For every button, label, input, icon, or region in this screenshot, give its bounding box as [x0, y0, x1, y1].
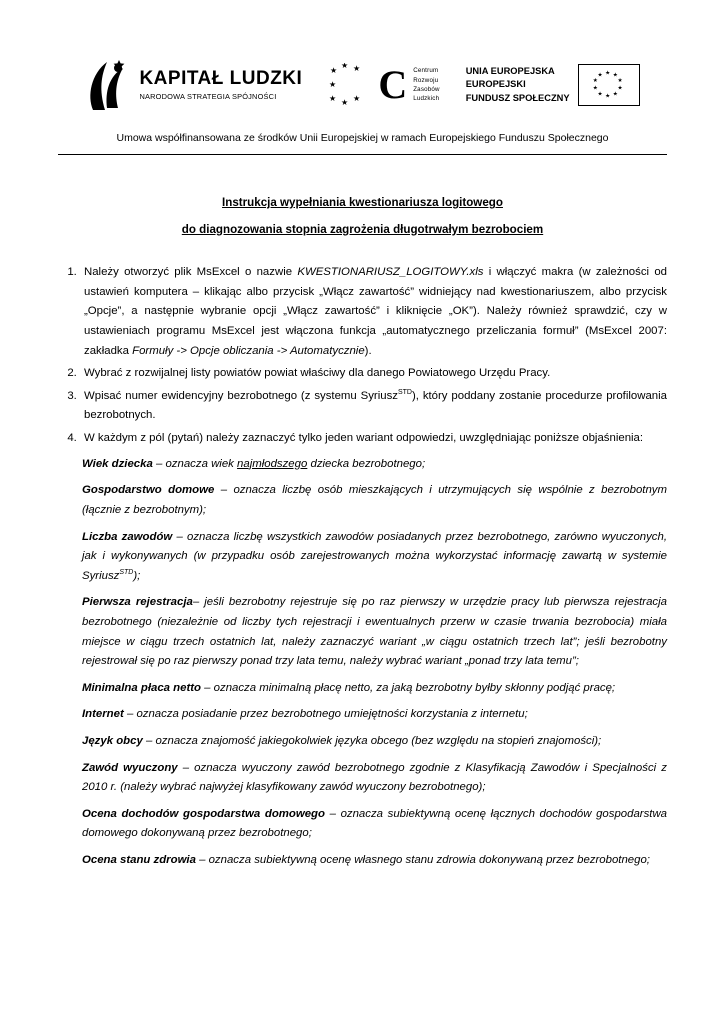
definition-term: Język obcy	[82, 734, 143, 747]
definition-item: Ocena stanu zdrowia – oznacza subiektywną ocenę własnego stanu zdrowia dokonywaną przez bezrobotnego;	[82, 854, 650, 867]
header-divider	[58, 154, 667, 155]
definition-term: Zawód wyuczony	[82, 761, 178, 774]
logo-crzl-line1: Centrum	[413, 67, 439, 75]
eu-flag-icon	[578, 64, 640, 106]
svg-text:★: ★	[617, 85, 623, 92]
svg-text:★: ★	[341, 98, 349, 107]
svg-text:★: ★	[341, 63, 349, 70]
definition-term: Liczba zawodów	[82, 530, 173, 543]
svg-text:★: ★	[604, 93, 610, 100]
page-title-line2: do diagnozowania stopnia zagrożenia długotrwałym bezrobociem	[181, 222, 544, 236]
logo-crzl-line2: Rozwoju	[413, 76, 439, 84]
document-body	[58, 263, 667, 870]
eu-stars-icon	[328, 63, 372, 107]
definition-item: Pierwsza rejestracja– jeśli bezrobotny rejestruje się po raz pierwszy w urzędzie pracy lub pierwsza rejestracja bezrobotnego (niezależnie od liczby tych rejestracji i ewentualnych przerw w czasie trwania bezrobocia) miała miejsce w ciągu trzech ostatnich lat, należy zaznaczyć wariant „w ciągu ostatnich trzech lat”; jeśli bezrobotny rejestrował się po raz pierwszy ponad trzy lata temu, należy wybrać wariant „ponad trzy lata temu”;	[82, 596, 667, 668]
logo-crzl-letter: C	[378, 62, 408, 107]
logo-crzl-line4: Ludzkich	[413, 95, 440, 103]
svg-text:★: ★	[612, 91, 618, 98]
human-figure-with-star-icon	[85, 56, 131, 114]
svg-text:★: ★	[330, 66, 338, 75]
page-title-line1: Instrukcja wypełniania kwestionariusza logitowego	[222, 196, 503, 209]
definition-item: Minimalna płaca netto – oznacza minimalną płacę netto, za jaką bezrobotny byłby skłonny podjąć pracę;	[82, 681, 616, 694]
svg-text:★: ★	[329, 80, 337, 89]
logo-kl-subtitle: NARODOWA STRATEGIA SPÓJNOŚCI	[139, 91, 277, 101]
definition-item: Zawód wyuczony – oznacza wyuczony zawód bezrobotnego zgodnie z Klasyfikacją Zawodów i Specjalności z 2010 r. (należy wybrać najwyżej klasyfikowany zawód wyuczony bezrobotnego);	[82, 761, 667, 794]
definition-term: Ocena dochodów gospodarstwa domowego	[82, 807, 325, 820]
logo-kapital-ludzki	[85, 56, 302, 114]
definition-item: Język obcy – oznacza znajomość jakiegokolwiek języka obcego (bez względu na stopień znajomości);	[82, 734, 602, 747]
logo-band	[58, 44, 667, 126]
definitions-list	[58, 455, 667, 871]
instruction-step: 2. Wybrać z rozwijalnej listy powiatów powiat właściwy dla danego Powiatowego Urzędu Pracy.	[80, 364, 667, 384]
svg-text:★: ★	[353, 94, 361, 103]
definition-item: Ocena dochodów gospodarstwa domowego – oznacza subiektywną ocenę łącznych dochodów gospodarstwa domowego dokonywaną przez bezrobotnego;	[82, 807, 668, 840]
logo-kl-title: KAPITAŁ LUDZKI	[139, 68, 303, 90]
definition-term: Minimalna płaca netto	[82, 681, 201, 694]
logo-crzl-name	[413, 66, 440, 103]
logo-unia-europejska	[466, 64, 640, 106]
instruction-step: 3. Wpisać numer ewidencyjny bezrobotnego (z systemu Syriusz$^{STD}$), który poddany zostanie procedurze profilowania bezrobotnych.	[80, 387, 667, 426]
definition-item: Internet – oznacza posiadanie przez bezrobotnego umiejętności korzystania z internetu;	[82, 708, 528, 721]
definition-term: Internet	[82, 708, 124, 721]
definition-item: Liczba zawodów – oznacza liczbę wszystkich zawodów posiadanych przez bezrobotnego, zarówno wyuczonych, jak i wykonywanych (w przypadku osób zarejestrowanych można wykorzystać informację zawartą w systemie Syriusz$^{STD}$);	[82, 530, 668, 582]
svg-text:★: ★	[597, 72, 603, 79]
page-title	[58, 197, 667, 235]
logo-crzl	[328, 63, 439, 107]
logo-ue-line1: UNIA EUROPEJSKA	[465, 65, 555, 76]
logo-crzl-line3: Zasobów	[413, 86, 440, 93]
definition-term: Wiek dziecka	[82, 457, 153, 470]
svg-text:★: ★	[597, 91, 603, 98]
svg-text:★: ★	[592, 85, 598, 92]
logo-ue-line2: EUROPEJSKI	[465, 79, 526, 90]
svg-text:★: ★	[604, 70, 610, 77]
definition-term: Ocena stanu zdrowia	[82, 854, 196, 867]
funding-caption: Umowa współfinansowana ze środków Unii Europejskiej w ramach Europejskiego Funduszu Społecznego	[116, 132, 609, 144]
svg-text:★: ★	[353, 64, 361, 73]
instruction-step: 4. W każdym z pól (pytań) należy zaznaczyć tylko jeden wariant odpowiedzi, uwzględniając poniższe objaśnienia:	[80, 429, 667, 449]
definition-term: Gospodarstwo domowe	[82, 484, 215, 497]
definition-term: Pierwsza rejestracja	[82, 596, 193, 609]
svg-text:★: ★	[592, 78, 598, 85]
svg-text:★: ★	[617, 78, 623, 85]
svg-text:★: ★	[612, 72, 618, 79]
definition-item: Gospodarstwo domowe – oznacza liczbę osób mieszkających i utrzymujących się wspólnie z bezrobotnym (łącznie z bezrobotnym);	[82, 484, 667, 516]
definition-item: Wiek dziecka – oznacza wiek najmłodszego dziecka bezrobotnego;	[82, 457, 426, 470]
instruction-step: 1. Należy otworzyć plik MsExcel o nazwie KWESTIONARIUSZ_LOGITOWY.xls i włączyć makra (w zależności od ustawień komputera – klikając albo przycisk „Włącz zawartość” widniejący nad kwestionariuszem, albo przycisk „Opcje”, a następnie wybranie opcji „Włącz zawartość” i kliknięcie „OK”). Należy również sprawdzić, czy w ustawieniach programu MsExcel jest włączona funkcja „automatycznego przeliczania formuł” (MsExcel 2007: zakładka Formuły -> Opcje obliczania -> Automatycznie).	[80, 263, 667, 361]
logo-ue-line3: FUNDUSZ SPOŁECZNY	[465, 92, 570, 103]
instruction-steps	[58, 263, 667, 448]
svg-text:★: ★	[329, 94, 337, 103]
